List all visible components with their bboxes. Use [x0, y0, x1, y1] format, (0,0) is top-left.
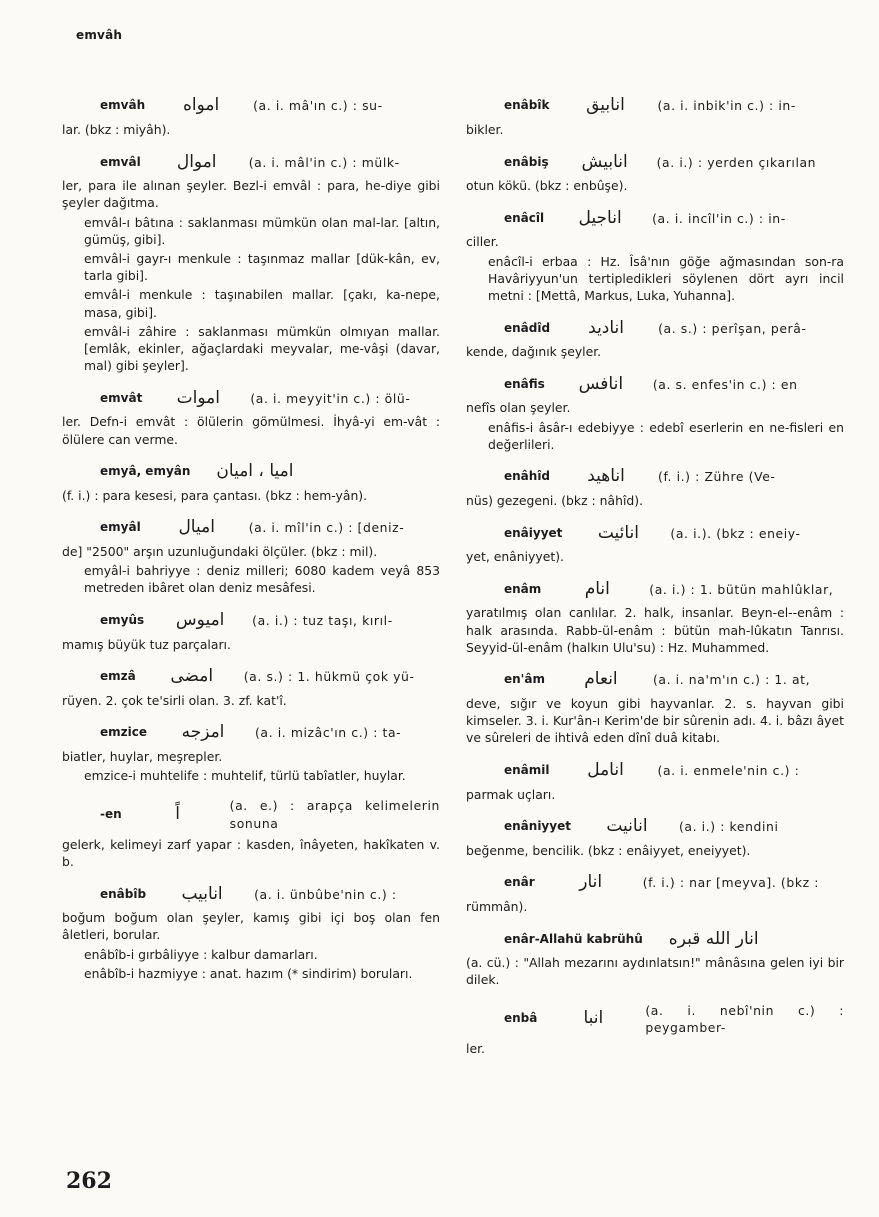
definition: biatler, huylar, meşrepler. — [62, 749, 223, 765]
definition: beğenme, bencilik. (bkz : enâiyyet, eneiyyet). — [466, 842, 751, 858]
headword: emvât — [100, 390, 143, 405]
arabic-script: امیال — [178, 517, 215, 538]
entry-headline — [466, 816, 844, 838]
arabic-script: انادید — [588, 317, 624, 338]
definition: yet, enâniyyet). — [466, 549, 564, 565]
definition: ler, para ile alınan şeyler. Bezl-i emvâl : para, he-diye gibi şeyler dağıtma. — [62, 178, 440, 211]
entry-headline — [62, 883, 440, 905]
dictionary-entry — [62, 461, 440, 504]
dictionary-entry — [62, 610, 440, 653]
entry-headline — [466, 466, 844, 488]
entry-headline — [466, 578, 844, 600]
headword: enâhîd — [504, 469, 551, 484]
grammar-note: (a. i. mizâc'ın c.) : ta- — [255, 725, 402, 741]
headword: enâbîb — [100, 886, 147, 901]
dictionary-entry — [62, 517, 440, 560]
grammar-note: (a. i. meyyit'in c.) : ölü- — [250, 390, 411, 406]
subentry: enâfis-i âsâr-ı edebiyye : edebî eserlerin en ne-fisleri en değerlileri. — [488, 419, 844, 452]
grammar-note: (a. i.). (bkz : eneiy- — [670, 525, 801, 541]
subentry: emvâl-ı bâtına : saklanması mümkün olan mal-lar. [altın, gümüş, gibi]. — [84, 214, 440, 247]
entry-headline — [466, 373, 844, 395]
grammar-note: (a. i. nebî'nin c.) : peygamber- — [645, 1002, 844, 1035]
dictionary-entry — [466, 816, 844, 859]
definition: bikler. — [466, 122, 504, 137]
headword: emyâl — [100, 520, 141, 535]
dictionary-entry — [62, 666, 440, 709]
headword: enâbîk — [504, 98, 550, 113]
grammar-note: (a. i. ünbûbe'nin c.) : — [254, 886, 397, 902]
arabic-script: امزجه — [181, 722, 225, 743]
headword: enâm — [504, 581, 542, 596]
dictionary-entry — [62, 95, 440, 138]
dictionary-entry — [62, 151, 440, 211]
definition: parmak uçları. — [466, 786, 556, 802]
grammar-note: (a. i. na'm'ın c.) : 1. at, — [652, 672, 811, 688]
entry-headline — [466, 207, 844, 229]
arabic-script: اموال — [176, 151, 217, 172]
arabic-script: اموات — [176, 387, 220, 408]
headword: enâr-Allahü kabrühû — [504, 931, 643, 946]
definition: deve, sığır ve koyun gibi hayvanlar. 2. s. hayvan gibi kimseler. 3. i. Kur'ân-ı Kerim'de bir sûrenin adı. 4. i. bâzı âyet ve sûreleri de ihtivâ eden dînî duâ kitabı. — [466, 696, 844, 746]
dictionary-entry — [466, 95, 844, 138]
arabic-script: انعام — [584, 669, 618, 690]
headword: enbâ — [504, 1011, 538, 1026]
headword: emzice — [100, 725, 147, 740]
definition: (a. cü.) : "Allah mezarını aydınlatsın!" mânâsına gelen iyi bir dilek. — [466, 955, 844, 988]
subentry: emyâl-i bahriyye : deniz milleri; 6080 kadem veyâ 853 metreden ibâret olan deniz mesâfesi. — [84, 563, 440, 596]
arabic-script: امواه — [182, 95, 220, 116]
dictionary-entry — [466, 928, 844, 988]
entry-headline — [62, 95, 440, 117]
subentry: enâbîb-i gırbâliyye : kalbur damarları. — [84, 946, 318, 962]
entry-headline — [62, 610, 440, 632]
arabic-script: انبا — [583, 1008, 604, 1029]
entry-headline — [466, 872, 844, 894]
arabic-script: امضی — [170, 666, 214, 687]
entry-headline — [466, 928, 844, 950]
entry-headline — [62, 797, 440, 831]
grammar-note: (a. s.) : perîşan, perâ- — [658, 320, 807, 336]
dictionary-entry — [62, 883, 440, 943]
dictionary-entry — [466, 669, 844, 747]
dictionary-entry — [466, 578, 844, 656]
definition: ler. Defn-i emvât : ölülerin gömülmesi. İhyâ-yi em-vât : ölülere can verme. — [62, 414, 440, 447]
arabic-script: انام — [584, 578, 610, 599]
headword: en'âm — [504, 672, 545, 687]
arabic-script: انانیت — [606, 816, 648, 837]
definition: otun kökü. (bkz : enbûşe). — [466, 178, 628, 194]
dictionary-entry — [466, 373, 844, 416]
dictionary-entry — [62, 797, 440, 870]
entry-headline — [466, 760, 844, 782]
entry-headline — [62, 387, 440, 409]
grammar-note: (a. s. enfes'in c.) : en — [652, 376, 798, 392]
arabic-script: انامل — [587, 760, 624, 781]
definition: boğum boğum olan şeyler, kamış gibi içi boş olan fen âletleri, borular. — [62, 910, 440, 943]
entry-headline — [62, 666, 440, 688]
grammar-note: (a. i.) : yerden çıkarılan — [656, 154, 817, 170]
grammar-note: (a. i.) : 1. bütün mahlûklar, — [649, 581, 834, 597]
dictionary-entry — [466, 151, 844, 194]
entry-headline — [62, 151, 440, 173]
headword: emzâ — [100, 669, 136, 684]
dictionary-entry — [466, 207, 844, 250]
definition: yaratılmış olan canlılar. 2. halk, insanlar. Beyn-el--enâm : halk arasında. Rabb-ül-enâm : bütün mah-lûkatın Tanrısı. Seyyid-ül-enâm (halkın Ulu'su) : Hz. Muhammed. — [466, 605, 844, 655]
dictionary-entry — [62, 387, 440, 447]
entry-headline — [466, 317, 844, 339]
arabic-script: انابیق — [586, 95, 625, 116]
definition: ler. — [466, 1041, 485, 1057]
arabic-script: امیوس — [175, 610, 225, 631]
grammar-note: (f. i.) : nar [meyva]. (bkz : — [642, 875, 820, 891]
headword: emyâ, emyân — [100, 464, 191, 479]
grammar-note: (a. i. mîl'in c.) : [deniz- — [248, 520, 405, 536]
grammar-note: (a. i. inbik'in c.) : in- — [657, 98, 796, 114]
headword: enâmil — [504, 763, 550, 778]
arabic-script: اناجیل — [578, 207, 622, 228]
subentry: enâcîl-i erbaa : Hz. Îsâ'nın göğe ağmasından son-ra Havâriyyun'un tertipledikleri söylenen dört ayrı incil metni : [Mettâ, Markus, Luka, Yuhanna]. — [488, 253, 844, 304]
definition: nefîs olan şeyler. — [466, 400, 571, 416]
entry-headline — [466, 522, 844, 544]
grammar-note: (a. i. incîl'in c.) : in- — [652, 210, 786, 226]
grammar-note: (a. i. enmele'nin c.) : — [657, 763, 800, 779]
definition: rümmân). — [466, 899, 528, 915]
definition: mamış büyük tuz parçaları. — [62, 636, 231, 652]
entry-headline — [466, 669, 844, 691]
headword: enâniyyet — [504, 819, 571, 834]
subentry: enâbîb-i hazmiyye : anat. hazım (* sindirim) boruları. — [84, 965, 413, 981]
grammar-note: (a. s.) : 1. hükmü çok yü- — [243, 669, 415, 685]
arabic-script: انابیب — [181, 883, 223, 904]
headword: emyûs — [100, 613, 145, 628]
definition: (f. i.) : para kesesi, para çantası. (bkz : hem-yân). — [62, 487, 368, 503]
entry-headline — [466, 95, 844, 117]
arabic-script: انار — [579, 872, 603, 893]
definition: gelerk, kelimeyi zarf yapar : kasden, înâyeten, hakîkaten v. b. — [62, 836, 440, 870]
dictionary-entry — [466, 522, 844, 565]
headword: enâfis — [504, 376, 545, 391]
subentry: emvâl-i gayr-ı menkule : taşınmaz mallar [dük-kân, ev, tarla gibi]. — [84, 251, 440, 284]
running-head: emvâh — [76, 28, 123, 42]
dictionary-entry — [466, 1002, 844, 1058]
entry-headline — [62, 722, 440, 744]
grammar-note: (a. i.) : kendini — [678, 819, 779, 835]
definition: lar. (bkz : miyâh). — [62, 122, 171, 137]
headword: enâr — [504, 875, 535, 890]
dictionary-entry — [466, 317, 844, 360]
definition: de] "2500" arşın uzunluğundaki ölçüler. (bkz : mil). — [62, 544, 378, 560]
subentry: emvâl-i zâhire : saklanması mümkün olmıyan mallar. [emlâk, ekinler, ağaçlardaki meyvalar, me-vâşi (davar, mal) gibi şeyler]. — [84, 323, 440, 374]
dictionary-entry — [466, 872, 844, 915]
headword: emvâh — [100, 98, 146, 113]
definition: rüyen. 2. çok te'sirli olan. 3. zf. kat'î. — [62, 692, 287, 708]
dictionary-entry — [466, 466, 844, 509]
dictionary-entry — [466, 760, 844, 803]
arabic-script: انافس — [578, 373, 624, 394]
entry-headline — [466, 151, 844, 173]
grammar-note: (a. e.) : arapça kelimelerin sonuna — [229, 798, 440, 831]
headword: enâcîl — [504, 210, 545, 225]
entry-headline — [62, 517, 440, 539]
headword: -en — [100, 807, 122, 822]
arabic-script: انائیت — [597, 522, 640, 543]
right-column — [466, 82, 844, 1057]
arabic-script: انار الله قبره — [668, 928, 759, 949]
definition: nüs) gezegeni. (bkz : nâhîd). — [466, 493, 644, 509]
grammar-note: (a. i.) : tuz taşı, kırıl- — [252, 613, 393, 629]
headword: emvâl — [100, 154, 141, 169]
headword: enâdîd — [504, 320, 551, 335]
headword: enâiyyet — [504, 525, 563, 540]
page-number: 262 — [66, 1168, 112, 1194]
arabic-script: اناهید — [587, 466, 625, 487]
entry-headline — [466, 1002, 844, 1036]
grammar-note: (a. i. mâ'ın c.) : su- — [253, 98, 383, 114]
dictionary-entry — [62, 722, 440, 765]
subentry: emvâl-i menkule : taşınabilen mallar. [çakı, ka-nepe, masa, gibi]. — [84, 287, 440, 320]
definition: ciller. — [466, 234, 499, 250]
headword: enâbiş — [504, 154, 549, 169]
arabic-script: انابیش — [581, 151, 628, 172]
definition: kende, dağınık şeyler. — [466, 344, 602, 360]
grammar-note: (f. i.) : Zühre (Ve- — [658, 469, 776, 485]
grammar-note: (a. i. mâl'in c.) : mülk- — [248, 154, 400, 170]
arabic-script: اً — [175, 804, 181, 825]
entry-headline — [62, 461, 440, 483]
arabic-script: امیا ، امیان — [216, 461, 294, 482]
subentry: emzice-i muhtelife : muhtelif, türlü tabîatler, huylar. — [84, 768, 406, 784]
left-column — [62, 82, 440, 982]
